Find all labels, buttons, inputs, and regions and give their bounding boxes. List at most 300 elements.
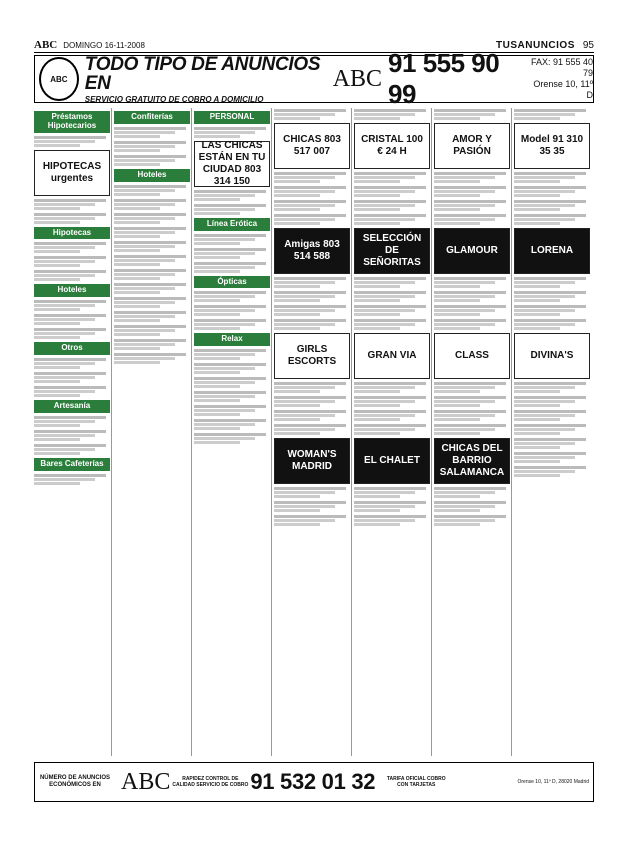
footer-address: Orense 10, 11º D, 28020 Madrid — [517, 778, 589, 785]
classified-entry — [114, 311, 190, 322]
text-line — [274, 176, 335, 179]
footer-left-text: NÚMERO DE ANUNCIOS ECONÓMICOS EN — [39, 774, 111, 788]
banner-headline: TODO TIPO DE ANUNCIOS EN — [84, 53, 321, 94]
text-line — [274, 285, 320, 288]
text-line — [114, 141, 186, 144]
display-ad-text: LORENA — [530, 245, 574, 256]
text-line — [354, 200, 426, 203]
text-line — [194, 238, 255, 241]
text-line — [194, 327, 240, 330]
text-line — [194, 423, 255, 426]
text-line — [34, 304, 95, 307]
display-ad — [274, 228, 350, 274]
text-line — [114, 361, 160, 364]
text-line — [514, 214, 586, 217]
classified-entry — [114, 155, 190, 166]
display-ad-text: CLASS — [455, 350, 489, 361]
classified-column — [514, 108, 590, 756]
classified-entry — [354, 214, 430, 225]
text-line — [274, 172, 346, 175]
classified-entry — [34, 213, 110, 224]
text-line — [354, 491, 415, 494]
classified-column — [434, 108, 510, 756]
text-line — [434, 410, 506, 413]
text-line — [514, 382, 586, 385]
text-line — [514, 218, 575, 221]
classified-entry — [194, 291, 270, 302]
text-line — [114, 199, 186, 202]
text-line — [114, 249, 160, 252]
text-line — [274, 190, 335, 193]
text-line — [194, 299, 240, 302]
display-ad — [514, 333, 590, 379]
text-line — [434, 109, 506, 112]
classified-entry — [274, 305, 350, 316]
text-line — [34, 300, 106, 303]
display-ad-text: DIVINA'S — [530, 350, 574, 361]
text-line — [434, 285, 480, 288]
text-line — [114, 217, 175, 220]
classified-column — [114, 108, 190, 756]
classified-entry — [274, 200, 350, 211]
text-line — [274, 109, 346, 112]
classified-entry — [514, 424, 590, 435]
text-line — [354, 386, 415, 389]
text-line — [274, 204, 335, 207]
text-line — [354, 281, 415, 284]
classified-entry — [354, 410, 430, 421]
classified-entry — [434, 305, 510, 316]
text-line — [514, 414, 575, 417]
text-line — [434, 390, 480, 393]
text-line — [194, 413, 240, 416]
text-line — [34, 278, 80, 281]
text-line — [194, 405, 266, 408]
text-line — [114, 185, 186, 188]
text-line — [194, 385, 240, 388]
text-line — [514, 291, 586, 294]
text-line — [434, 505, 495, 508]
classified-entry — [354, 319, 430, 330]
text-line — [514, 400, 575, 403]
text-line — [34, 358, 106, 361]
text-line — [354, 204, 415, 207]
text-line — [34, 136, 106, 139]
text-line — [274, 519, 335, 522]
text-line — [114, 277, 160, 280]
text-line — [514, 410, 586, 413]
classified-entry — [194, 127, 270, 138]
page-number: 95 — [582, 39, 594, 51]
text-line — [434, 487, 506, 490]
text-line — [194, 127, 266, 130]
display-ad-text: CHICAS 803 517 007 — [283, 134, 341, 157]
text-line — [34, 452, 80, 455]
classified-entry — [354, 515, 430, 526]
category-heading: Otros — [34, 342, 110, 355]
text-line — [514, 299, 560, 302]
display-ad — [514, 228, 590, 274]
classified-entry — [354, 109, 430, 120]
text-line — [354, 313, 400, 316]
text-line — [434, 200, 506, 203]
display-ad-text: GIRLS ESCORTS — [287, 344, 337, 367]
text-line — [34, 207, 80, 210]
classified-entry — [354, 186, 430, 197]
classified-entry — [194, 234, 270, 245]
classified-entry — [194, 262, 270, 273]
text-line — [194, 319, 266, 322]
text-line — [514, 194, 560, 197]
text-line — [354, 291, 426, 294]
text-line — [434, 509, 480, 512]
classified-entry — [194, 433, 270, 444]
text-line — [274, 410, 346, 413]
classified-entry — [114, 227, 190, 238]
classified-entry — [434, 382, 510, 393]
text-line — [434, 313, 480, 316]
display-ad — [434, 123, 510, 169]
text-line — [514, 313, 560, 316]
text-line — [34, 444, 106, 447]
text-line — [514, 172, 586, 175]
text-line — [114, 131, 175, 134]
text-line — [274, 428, 335, 431]
column-divider — [431, 108, 432, 756]
text-line — [354, 505, 415, 508]
display-ad — [434, 228, 510, 274]
text-line — [114, 135, 160, 138]
display-ad-text: AMOR Y PASIÓN — [452, 134, 492, 157]
text-line — [514, 208, 560, 211]
text-line — [274, 281, 335, 284]
text-line — [514, 452, 586, 455]
text-line — [114, 263, 160, 266]
classified-entry — [274, 214, 350, 225]
text-line — [354, 495, 400, 498]
classified-entry — [514, 186, 590, 197]
text-line — [34, 482, 80, 485]
text-line — [354, 323, 415, 326]
text-line — [114, 343, 175, 346]
classified-entry — [274, 277, 350, 288]
text-line — [274, 501, 346, 504]
banner-emblem-icon: ABC — [39, 57, 79, 101]
classified-entry — [114, 241, 190, 252]
classified-entry — [34, 314, 110, 325]
text-line — [434, 305, 506, 308]
text-line — [114, 301, 175, 304]
classified-entry — [34, 300, 110, 311]
text-line — [114, 193, 160, 196]
classified-entry — [274, 291, 350, 302]
text-line — [274, 222, 320, 225]
text-line — [434, 428, 495, 431]
text-line — [194, 248, 266, 251]
text-line — [434, 222, 480, 225]
text-line — [434, 404, 480, 407]
text-line — [274, 491, 335, 494]
text-line — [354, 390, 400, 393]
text-line — [354, 424, 426, 427]
classified-entry — [434, 214, 510, 225]
text-line — [34, 221, 80, 224]
text-line — [114, 311, 186, 314]
text-line — [194, 409, 255, 412]
text-line — [274, 208, 320, 211]
text-line — [354, 113, 415, 116]
text-line — [34, 380, 80, 383]
top-banner — [34, 48, 594, 109]
text-line — [514, 424, 586, 427]
text-line — [194, 256, 240, 259]
text-line — [34, 372, 106, 375]
classified-entry — [114, 353, 190, 364]
classified-entry — [354, 501, 430, 512]
banner-phone: 91 555 90 99 — [388, 48, 500, 109]
text-line — [114, 329, 175, 332]
text-line — [194, 349, 266, 352]
text-line — [354, 400, 415, 403]
classified-entry — [274, 172, 350, 183]
text-line — [434, 327, 480, 330]
text-line — [354, 172, 426, 175]
text-line — [274, 523, 320, 526]
text-line — [274, 291, 346, 294]
classified-entry — [194, 248, 270, 259]
text-line — [194, 190, 266, 193]
text-line — [34, 474, 106, 477]
display-ad-text: Amigas 803 514 588 — [284, 239, 340, 262]
classified-entry — [34, 199, 110, 210]
text-line — [274, 418, 320, 421]
display-ad — [434, 333, 510, 379]
text-line — [434, 323, 495, 326]
text-line — [434, 319, 506, 322]
text-line — [274, 319, 346, 322]
classified-column — [274, 108, 350, 756]
text-line — [274, 396, 346, 399]
text-line — [34, 390, 95, 393]
text-line — [274, 218, 335, 221]
classified-entry — [194, 305, 270, 316]
text-line — [114, 319, 160, 322]
text-line — [114, 221, 160, 224]
classified-entry — [194, 377, 270, 388]
text-line — [434, 214, 506, 217]
classified-entry — [514, 396, 590, 407]
text-line — [514, 117, 560, 120]
text-line — [434, 176, 495, 179]
text-line — [34, 217, 95, 220]
text-line — [354, 396, 426, 399]
text-line — [194, 437, 255, 440]
text-line — [514, 396, 586, 399]
text-line — [434, 396, 506, 399]
text-line — [114, 203, 175, 206]
text-line — [434, 309, 495, 312]
text-line — [34, 242, 106, 245]
text-line — [114, 333, 160, 336]
text-line — [194, 323, 255, 326]
text-line — [514, 446, 560, 449]
display-ad-text: GRAN VIA — [367, 350, 417, 361]
text-line — [194, 212, 240, 215]
text-line — [114, 287, 175, 290]
classified-entry — [514, 200, 590, 211]
text-line — [434, 113, 495, 116]
text-line — [354, 519, 415, 522]
text-line — [274, 505, 335, 508]
classified-entry — [354, 396, 430, 407]
display-ad-text: CRISTAL 100 € 24 H — [361, 134, 423, 157]
column-divider — [511, 108, 512, 756]
category-heading: Préstamos Hipotecarios — [34, 111, 110, 133]
text-line — [194, 270, 240, 273]
classified-entry — [434, 319, 510, 330]
text-line — [514, 305, 586, 308]
text-line — [34, 270, 106, 273]
text-line — [434, 194, 480, 197]
text-line — [434, 180, 480, 183]
text-line — [34, 250, 80, 253]
text-line — [34, 144, 80, 147]
classified-entry — [514, 410, 590, 421]
text-line — [114, 159, 175, 162]
text-line — [514, 428, 575, 431]
text-line — [274, 432, 320, 435]
text-line — [34, 203, 95, 206]
classified-entry — [274, 319, 350, 330]
classified-entry — [34, 328, 110, 339]
display-ad — [274, 333, 350, 379]
text-line — [274, 382, 346, 385]
text-line — [34, 199, 106, 202]
text-line — [274, 299, 320, 302]
classified-column — [194, 108, 270, 756]
display-ad — [354, 333, 430, 379]
classified-entry — [514, 382, 590, 393]
text-line — [514, 438, 586, 441]
text-line — [194, 391, 266, 394]
section-title: TUSANUNCIOS — [496, 39, 575, 51]
text-line — [514, 309, 575, 312]
text-line — [354, 428, 415, 431]
display-ad-text: WOMAN'S MADRID — [287, 449, 337, 472]
text-line — [194, 242, 240, 245]
classified-entry — [514, 214, 590, 225]
column-divider — [351, 108, 352, 756]
classified-entry — [34, 416, 110, 427]
text-line — [34, 246, 95, 249]
text-line — [194, 204, 266, 207]
text-line — [514, 390, 560, 393]
classified-entry — [514, 319, 590, 330]
classified-entry — [274, 396, 350, 407]
classified-entry — [514, 172, 590, 183]
text-line — [354, 109, 426, 112]
classified-entry — [274, 487, 350, 498]
banner-abc-logo: ABC — [332, 65, 383, 92]
text-line — [514, 470, 575, 473]
text-line — [194, 353, 255, 356]
text-line — [514, 474, 560, 477]
text-line — [114, 269, 186, 272]
text-line — [114, 291, 160, 294]
classified-entry — [434, 515, 510, 526]
text-line — [354, 208, 400, 211]
text-line — [354, 432, 400, 435]
text-line — [354, 277, 426, 280]
issue-date: DOMINGO 16-11-2008 — [63, 40, 145, 50]
text-line — [274, 323, 335, 326]
text-line — [114, 245, 175, 248]
text-line — [434, 281, 495, 284]
text-line — [194, 266, 255, 269]
text-line — [34, 274, 95, 277]
display-ad — [514, 123, 590, 169]
text-line — [194, 381, 255, 384]
text-line — [514, 386, 575, 389]
text-line — [514, 327, 560, 330]
footer-abc-logo: ABC — [121, 768, 171, 795]
text-line — [354, 501, 426, 504]
classified-entry — [354, 487, 430, 498]
newspaper-logo: ABC — [34, 39, 58, 51]
text-line — [354, 295, 415, 298]
text-line — [114, 155, 186, 158]
classified-entry — [514, 109, 590, 120]
classified-entry — [34, 372, 110, 383]
text-line — [274, 309, 335, 312]
text-line — [434, 208, 480, 211]
text-line — [194, 198, 240, 201]
text-line — [354, 176, 415, 179]
text-line — [354, 327, 400, 330]
classified-entry — [354, 291, 430, 302]
text-line — [194, 131, 255, 134]
text-line — [114, 207, 160, 210]
footer-phone: 91 532 01 32 — [250, 769, 376, 794]
text-line — [354, 515, 426, 518]
text-line — [34, 430, 106, 433]
category-heading: Línea Erótica — [194, 218, 270, 231]
text-line — [354, 410, 426, 413]
column-divider — [271, 108, 272, 756]
text-line — [194, 427, 240, 430]
classified-entry — [434, 172, 510, 183]
text-line — [354, 305, 426, 308]
display-ad-text: HIPOTECAS urgentes — [42, 160, 102, 184]
text-line — [354, 222, 400, 225]
classified-entry — [274, 515, 350, 526]
text-line — [434, 299, 480, 302]
category-heading: Hoteles — [114, 169, 190, 182]
text-line — [34, 416, 106, 419]
text-line — [34, 438, 80, 441]
classified-column — [354, 108, 430, 756]
text-line — [354, 404, 400, 407]
text-line — [434, 515, 506, 518]
text-line — [274, 327, 320, 330]
text-line — [194, 441, 240, 444]
classified-entry — [114, 127, 190, 138]
text-line — [194, 291, 266, 294]
text-line — [114, 357, 175, 360]
text-line — [34, 376, 95, 379]
classified-entry — [114, 269, 190, 280]
text-line — [114, 189, 175, 192]
